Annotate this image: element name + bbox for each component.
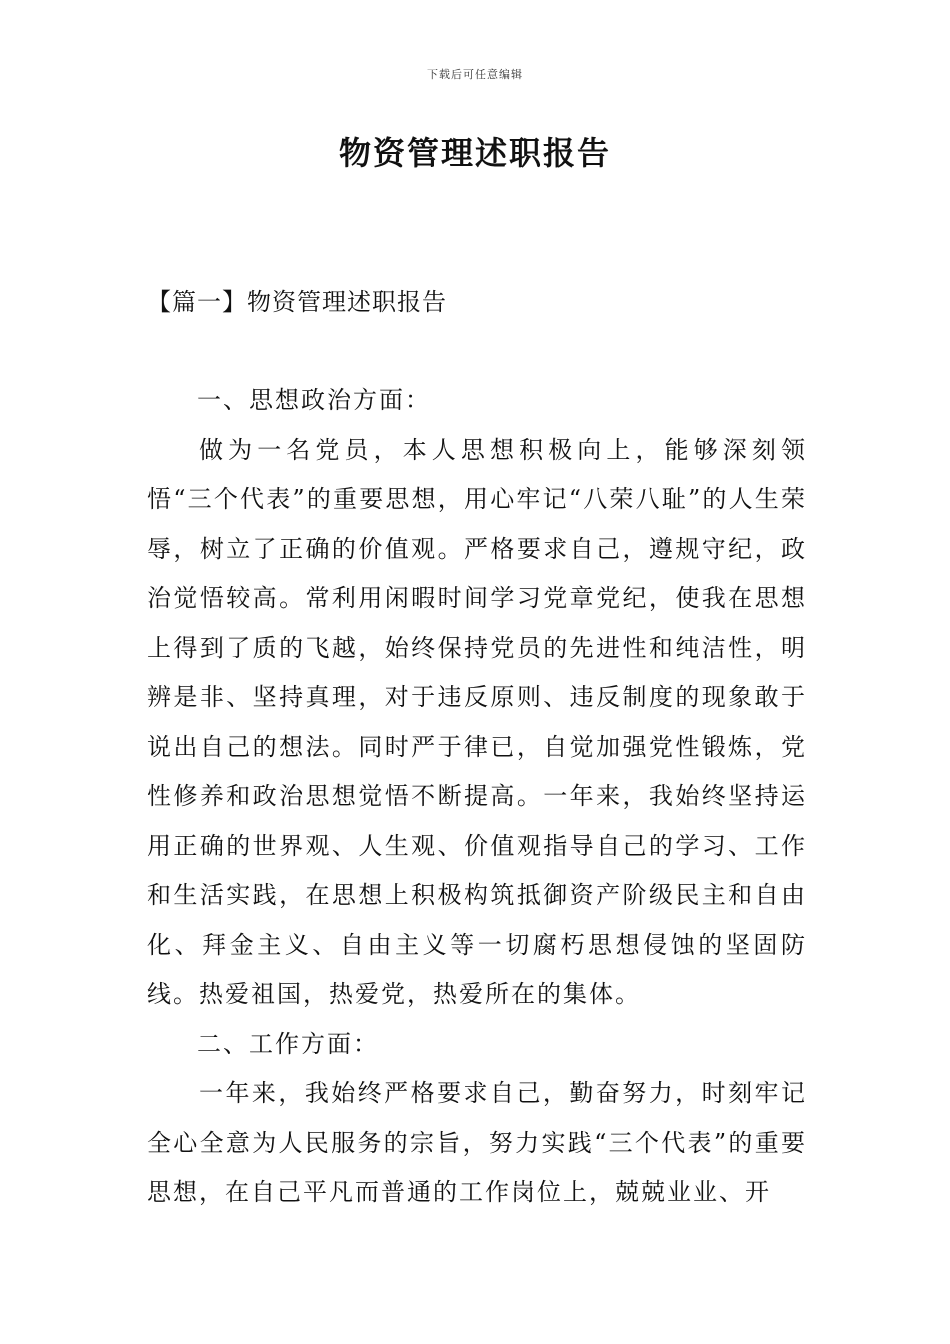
subheading-work: 二、工作方面： bbox=[197, 1029, 379, 1058]
subheading-thought-politics: 一、思想政治方面： bbox=[197, 386, 431, 414]
header-note: 下载后可任意编辑 bbox=[427, 68, 523, 81]
document-title: 物资管理述职报告 bbox=[338, 134, 611, 172]
paragraph-thought-politics: 做为一名党员，本人思想积极向上，能够深刻领悟“三个代表”的重要思想，用心牢记“八荣八耻”的人生荣辱，树立了正确的价值观。严格要求自己，遵规守纪，政治觉悟较高。常利用闲暇时间学习党章党纪，使我在思想上得到了质的飞越，始终保持党员的先进性和纯洁性，明辨是非、坚持真理，对于违反原则、违反制度的现象敢于说出自己的想法。同时严于律已，自觉加强党性锻炼，党性修养和政治思想觉悟不断提高。一年来，我始终坚持运用正确的世界观、人生观、价值观指导自己的学习、工作和生活实践，在思想上积极构筑抵御资产阶级民主和自由化、拜金主义、自由主义等一切腐朽思想侵蚀的坚固防线。热爱祖国，热爱党，热爱所在的集体。 bbox=[147, 435, 807, 1008]
section-heading: 【篇一】物资管理述职报告 bbox=[147, 288, 447, 316]
paragraph-work: 一年来，我始终严格要求自己，勤奋努力，时刻牢记全心全意为人民服务的宗旨，努力实践“三个代表”的重要思想，在自己平凡而普通的工作岗位上，兢兢业业、开 bbox=[147, 1079, 807, 1206]
document-body bbox=[147, 376, 807, 1218]
